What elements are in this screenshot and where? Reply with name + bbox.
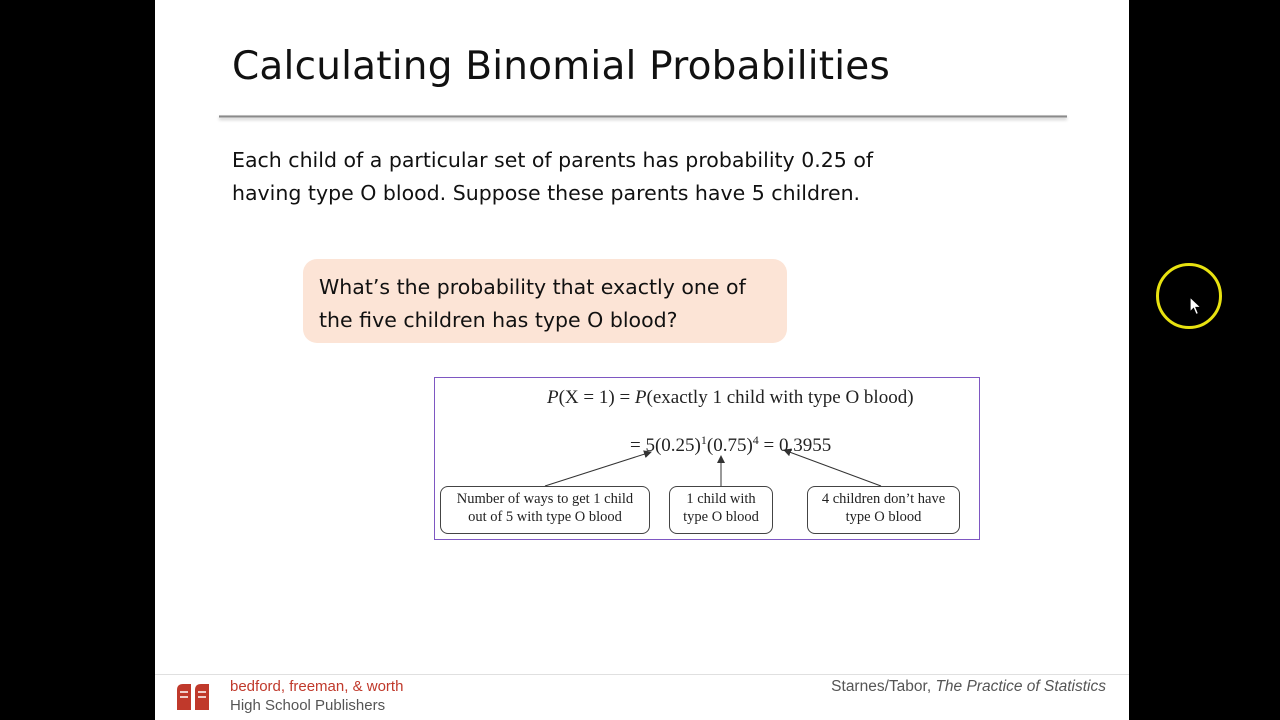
pointer-arrow-icon [1189, 296, 1203, 316]
arrow-ways [545, 452, 651, 486]
equation-definition: P(X = 1) = P(exactly 1 child with type O blood) [547, 387, 914, 408]
publisher-name [230, 677, 403, 715]
footer-divider [155, 674, 1129, 675]
callout-ways-to-choose: Number of ways to get 1 child out of 5 with type O blood [440, 486, 650, 534]
question-callout: What’s the probability that exactly one of the five children has type O blood? [303, 259, 787, 343]
slide-title: Calculating Binomial Probabilities [232, 44, 891, 89]
title-divider [219, 115, 1067, 118]
publisher-line-2: High School Publishers [230, 697, 386, 714]
callout-one-child: 1 child with type O blood [669, 486, 773, 534]
publisher-line-1: bedford, freeman, & worth [230, 678, 404, 695]
publisher-logo-icon [175, 680, 213, 712]
equation-calculation: = $5(0.25)^1(0.75)^4 = 0.3955$ [630, 433, 832, 456]
book-citation: Starnes/Tabor, The Practice of Statistics [831, 678, 1106, 695]
slide [155, 0, 1129, 720]
callout-four-children: 4 children don’t have type O blood [807, 486, 960, 534]
formula-figure [434, 377, 980, 540]
intro-text: Each child of a particular set of parents has probability 0.25 of having type O blood. Suppose these parents have 5 children. [232, 148, 874, 205]
